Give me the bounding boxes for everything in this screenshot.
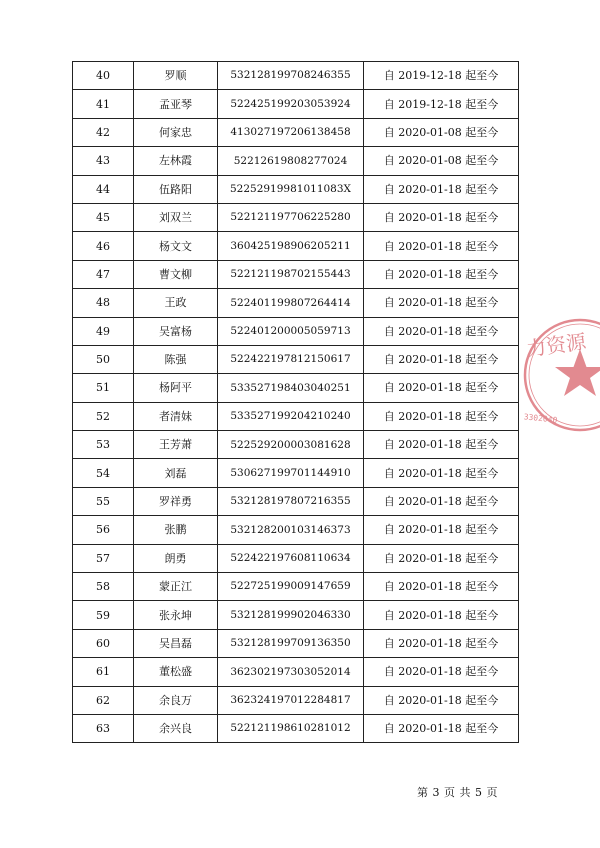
row-number-cell: 43 — [73, 147, 134, 175]
name-cell: 孟亚琴 — [134, 90, 218, 118]
period-cell: 自 2020-01-18 起至今 — [364, 516, 519, 544]
id-number-cell: 522401200005059713 — [218, 317, 364, 345]
period-cell: 自 2020-01-18 起至今 — [364, 714, 519, 742]
name-cell: 董松盛 — [134, 658, 218, 686]
row-number-cell: 56 — [73, 516, 134, 544]
name-cell: 蒙正江 — [134, 573, 218, 601]
id-number-cell: 52252919981011083X — [218, 175, 364, 203]
id-number-cell: 522401199807264414 — [218, 289, 364, 317]
employee-table — [72, 61, 519, 743]
id-number-cell: 522425199203053924 — [218, 90, 364, 118]
table-row — [73, 289, 519, 317]
period-cell: 自 2020-01-18 起至今 — [364, 629, 519, 657]
id-number-cell: 360425198906205211 — [218, 232, 364, 260]
table-row — [73, 431, 519, 459]
row-number-cell: 45 — [73, 203, 134, 231]
row-number-cell: 54 — [73, 459, 134, 487]
name-cell: 刘双兰 — [134, 203, 218, 231]
table-row — [73, 175, 519, 203]
row-number-cell: 53 — [73, 431, 134, 459]
name-cell: 陈强 — [134, 345, 218, 373]
period-cell: 自 2020-01-18 起至今 — [364, 203, 519, 231]
period-cell: 自 2020-01-18 起至今 — [364, 374, 519, 402]
table-row — [73, 573, 519, 601]
name-cell: 吴富杨 — [134, 317, 218, 345]
table-row — [73, 90, 519, 118]
table-row — [73, 260, 519, 288]
row-number-cell: 42 — [73, 118, 134, 146]
period-cell: 自 2020-01-18 起至今 — [364, 601, 519, 629]
svg-text:3302040: 3302040 — [523, 412, 558, 425]
row-number-cell: 58 — [73, 573, 134, 601]
period-cell: 自 2020-01-18 起至今 — [364, 402, 519, 430]
period-cell: 自 2020-01-18 起至今 — [364, 289, 519, 317]
table-row — [73, 544, 519, 572]
name-cell: 余兴良 — [134, 714, 218, 742]
row-number-cell: 59 — [73, 601, 134, 629]
table-row — [73, 118, 519, 146]
row-number-cell: 48 — [73, 289, 134, 317]
period-cell: 自 2019-12-18 起至今 — [364, 62, 519, 90]
row-number-cell: 40 — [73, 62, 134, 90]
id-number-cell: 532128199709136350 — [218, 629, 364, 657]
id-number-cell: 522121198702155443 — [218, 260, 364, 288]
table-row — [73, 714, 519, 742]
table-row — [73, 203, 519, 231]
row-number-cell: 62 — [73, 686, 134, 714]
employee-table-body — [73, 62, 519, 743]
period-cell: 自 2020-01-18 起至今 — [364, 459, 519, 487]
id-number-cell: 522422197812150617 — [218, 345, 364, 373]
row-number-cell: 51 — [73, 374, 134, 402]
id-number-cell: 52212619808277024 — [218, 147, 364, 175]
table-row — [73, 62, 519, 90]
period-cell: 自 2020-01-18 起至今 — [364, 232, 519, 260]
id-number-cell: 522529200003081628 — [218, 431, 364, 459]
table-row — [73, 487, 519, 515]
name-cell: 王政 — [134, 289, 218, 317]
table-row — [73, 374, 519, 402]
row-number-cell: 55 — [73, 487, 134, 515]
period-cell: 自 2020-01-18 起至今 — [364, 487, 519, 515]
name-cell: 杨文文 — [134, 232, 218, 260]
name-cell: 杨阿平 — [134, 374, 218, 402]
table-row — [73, 601, 519, 629]
id-number-cell: 530627199701144910 — [218, 459, 364, 487]
period-cell: 自 2020-01-18 起至今 — [364, 260, 519, 288]
id-number-cell: 522725199009147659 — [218, 573, 364, 601]
table-row — [73, 232, 519, 260]
row-number-cell: 49 — [73, 317, 134, 345]
id-number-cell: 522121198610281012 — [218, 714, 364, 742]
name-cell: 曹文柳 — [134, 260, 218, 288]
name-cell: 左林霞 — [134, 147, 218, 175]
name-cell: 罗祥勇 — [134, 487, 218, 515]
id-number-cell: 522422197608110634 — [218, 544, 364, 572]
name-cell: 者清妹 — [134, 402, 218, 430]
period-cell: 自 2020-01-18 起至今 — [364, 544, 519, 572]
row-number-cell: 61 — [73, 658, 134, 686]
row-number-cell: 41 — [73, 90, 134, 118]
id-number-cell: 532128199902046330 — [218, 601, 364, 629]
table-row — [73, 345, 519, 373]
table-row — [73, 459, 519, 487]
table-row — [73, 147, 519, 175]
id-number-cell: 533527198403040251 — [218, 374, 364, 402]
name-cell: 张鹏 — [134, 516, 218, 544]
table-row — [73, 658, 519, 686]
name-cell: 余良万 — [134, 686, 218, 714]
row-number-cell: 50 — [73, 345, 134, 373]
row-number-cell: 60 — [73, 629, 134, 657]
table-row — [73, 516, 519, 544]
period-cell: 自 2020-01-18 起至今 — [364, 658, 519, 686]
id-number-cell: 413027197206138458 — [218, 118, 364, 146]
id-number-cell: 532128199708246355 — [218, 62, 364, 90]
name-cell: 何家忠 — [134, 118, 218, 146]
table-row — [73, 686, 519, 714]
period-cell: 自 2020-01-18 起至今 — [364, 686, 519, 714]
name-cell: 张永坤 — [134, 601, 218, 629]
official-seal-stamp — [520, 315, 600, 435]
name-cell: 王芳萧 — [134, 431, 218, 459]
table-row — [73, 317, 519, 345]
period-cell: 自 2020-01-18 起至今 — [364, 175, 519, 203]
svg-text:力资源: 力资源 — [524, 329, 588, 362]
period-cell: 自 2020-01-08 起至今 — [364, 147, 519, 175]
id-number-cell: 522121197706225280 — [218, 203, 364, 231]
name-cell: 刘磊 — [134, 459, 218, 487]
period-cell: 自 2020-01-18 起至今 — [364, 345, 519, 373]
id-number-cell: 533527199204210240 — [218, 402, 364, 430]
period-cell: 自 2020-01-18 起至今 — [364, 317, 519, 345]
id-number-cell: 532128200103146373 — [218, 516, 364, 544]
period-cell: 自 2020-01-08 起至今 — [364, 118, 519, 146]
period-cell: 自 2020-01-18 起至今 — [364, 431, 519, 459]
period-cell: 自 2019-12-18 起至今 — [364, 90, 519, 118]
row-number-cell: 63 — [73, 714, 134, 742]
id-number-cell: 362302197303052014 — [218, 658, 364, 686]
table-row — [73, 402, 519, 430]
name-cell: 朗勇 — [134, 544, 218, 572]
name-cell: 吴昌磊 — [134, 629, 218, 657]
row-number-cell: 52 — [73, 402, 134, 430]
row-number-cell: 47 — [73, 260, 134, 288]
name-cell: 伍路阳 — [134, 175, 218, 203]
row-number-cell: 44 — [73, 175, 134, 203]
name-cell: 罗顺 — [134, 62, 218, 90]
row-number-cell: 57 — [73, 544, 134, 572]
period-cell: 自 2020-01-18 起至今 — [364, 573, 519, 601]
page-number: 第 3 页 共 5 页 — [417, 786, 498, 799]
id-number-cell: 532128197807216355 — [218, 487, 364, 515]
row-number-cell: 46 — [73, 232, 134, 260]
id-number-cell: 362324197012284817 — [218, 686, 364, 714]
table-row — [73, 629, 519, 657]
